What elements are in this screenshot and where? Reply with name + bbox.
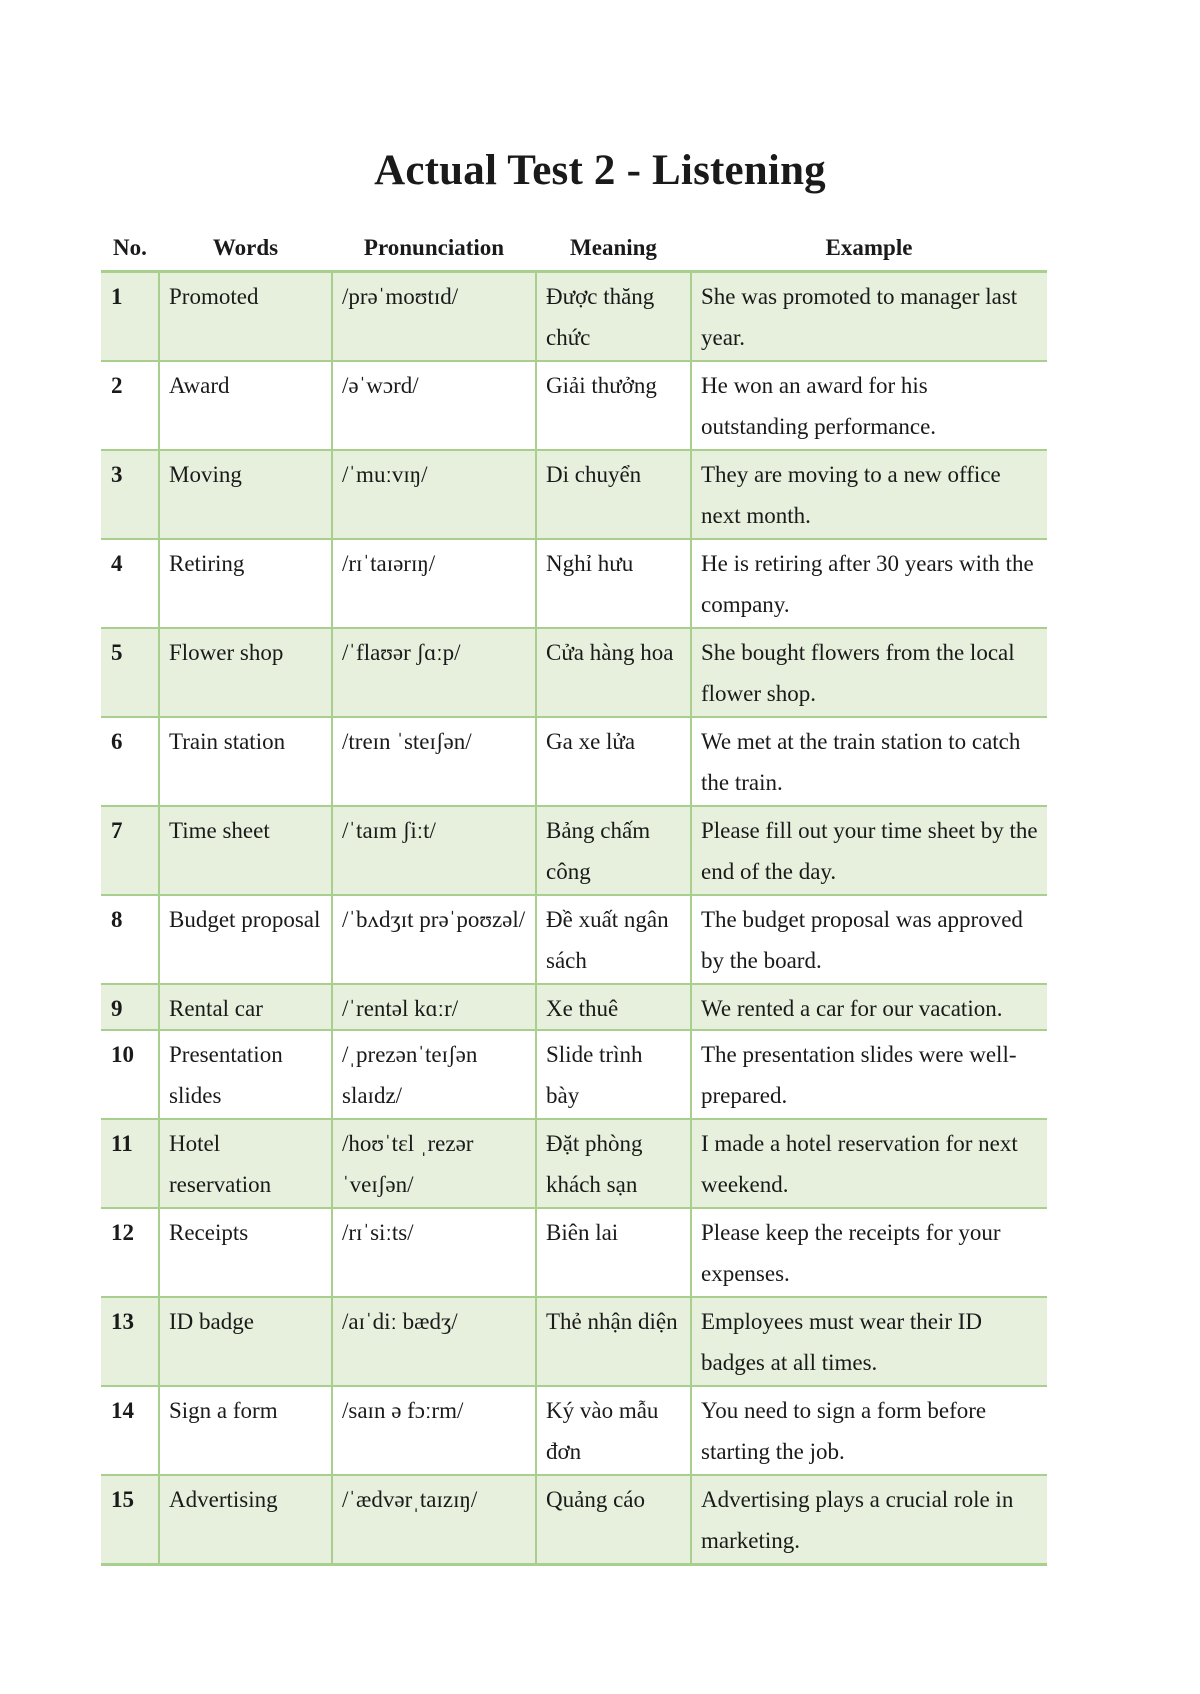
row-meaning: Thẻ nhận diện <box>536 1297 691 1386</box>
table-row <box>101 1386 1047 1475</box>
row-example: We met at the train station to catch the train. <box>691 717 1047 806</box>
row-example: He won an award for his outstanding performance. <box>691 361 1047 450</box>
header-pronunciation: Pronunciation <box>332 226 536 272</box>
row-pronunciation: /ˈbʌdʒɪt prəˈpoʊzəl/ <box>332 895 536 984</box>
row-example: Please fill out your time sheet by the end of the day. <box>691 806 1047 895</box>
row-pronunciation: /rɪˈtaɪərɪŋ/ <box>332 539 536 628</box>
row-number: 11 <box>101 1119 159 1208</box>
row-word: Moving <box>159 450 332 539</box>
row-example: She bought flowers from the local flower shop. <box>691 628 1047 717</box>
table-row <box>101 895 1047 984</box>
row-example: You need to sign a form before starting the job. <box>691 1386 1047 1475</box>
row-meaning: Quảng cáo <box>536 1475 691 1565</box>
row-pronunciation: /əˈwɔrd/ <box>332 361 536 450</box>
row-word: Retiring <box>159 539 332 628</box>
row-word: Rental car <box>159 984 332 1030</box>
table-row <box>101 984 1047 1030</box>
table-row <box>101 628 1047 717</box>
row-meaning: Đặt phòng khách sạn <box>536 1119 691 1208</box>
row-number: 8 <box>101 895 159 984</box>
row-pronunciation: /treɪn ˈsteɪʃən/ <box>332 717 536 806</box>
row-example: We rented a car for our vacation. <box>691 984 1047 1030</box>
table-row <box>101 806 1047 895</box>
row-meaning: Biên lai <box>536 1208 691 1297</box>
row-word: ID badge <box>159 1297 332 1386</box>
header-example: Example <box>691 226 1047 272</box>
vocabulary-table <box>101 226 1047 1566</box>
row-meaning: Nghỉ hưu <box>536 539 691 628</box>
row-pronunciation: /saɪn ə fɔːrm/ <box>332 1386 536 1475</box>
row-pronunciation: /ˌprezənˈteɪʃən slaɪdz/ <box>332 1030 536 1119</box>
row-word: Presentation slides <box>159 1030 332 1119</box>
table-row <box>101 539 1047 628</box>
row-number: 7 <box>101 806 159 895</box>
row-pronunciation: /aɪˈdiː bædʒ/ <box>332 1297 536 1386</box>
row-word: Award <box>159 361 332 450</box>
row-example: Please keep the receipts for your expenses. <box>691 1208 1047 1297</box>
row-pronunciation: /ˈmuːvɪŋ/ <box>332 450 536 539</box>
table-row <box>101 361 1047 450</box>
table-row <box>101 1208 1047 1297</box>
row-example: Employees must wear their ID badges at all times. <box>691 1297 1047 1386</box>
row-example: He is retiring after 30 years with the company. <box>691 539 1047 628</box>
row-meaning: Cửa hàng hoa <box>536 628 691 717</box>
header-words: Words <box>159 226 332 272</box>
row-meaning: Bảng chấm công <box>536 806 691 895</box>
row-number: 3 <box>101 450 159 539</box>
table-header-row <box>101 226 1047 272</box>
row-example: Advertising plays a crucial role in marketing. <box>691 1475 1047 1565</box>
row-example: The presentation slides were well-prepared. <box>691 1030 1047 1119</box>
row-pronunciation: /ˈædvərˌtaɪzɪŋ/ <box>332 1475 536 1565</box>
table-row <box>101 450 1047 539</box>
row-word: Budget proposal <box>159 895 332 984</box>
table-row <box>101 272 1047 362</box>
row-number: 1 <box>101 272 159 362</box>
row-number: 2 <box>101 361 159 450</box>
table-row <box>101 1297 1047 1386</box>
header-meaning: Meaning <box>536 226 691 272</box>
table-row <box>101 1119 1047 1208</box>
row-meaning: Ga xe lửa <box>536 717 691 806</box>
row-example: I made a hotel reservation for next weekend. <box>691 1119 1047 1208</box>
row-pronunciation: /hoʊˈtɛl ˌrezərˈveɪʃən/ <box>332 1119 536 1208</box>
row-number: 5 <box>101 628 159 717</box>
row-pronunciation: /ˈflaʊər ʃɑːp/ <box>332 628 536 717</box>
page-title: Actual Test 2 - Listening <box>374 147 826 194</box>
row-number: 6 <box>101 717 159 806</box>
row-word: Train station <box>159 717 332 806</box>
row-word: Flower shop <box>159 628 332 717</box>
row-example: The budget proposal was approved by the board. <box>691 895 1047 984</box>
row-pronunciation: /ˈtaɪm ʃiːt/ <box>332 806 536 895</box>
row-meaning: Di chuyển <box>536 450 691 539</box>
row-meaning: Xe thuê <box>536 984 691 1030</box>
header-no: No. <box>101 226 159 272</box>
row-number: 9 <box>101 984 159 1030</box>
row-number: 15 <box>101 1475 159 1565</box>
row-word: Advertising <box>159 1475 332 1565</box>
row-number: 12 <box>101 1208 159 1297</box>
row-word: Receipts <box>159 1208 332 1297</box>
row-word: Hotel reservation <box>159 1119 332 1208</box>
row-example: They are moving to a new office next month. <box>691 450 1047 539</box>
row-example: She was promoted to manager last year. <box>691 272 1047 362</box>
table-row <box>101 717 1047 806</box>
row-word: Time sheet <box>159 806 332 895</box>
row-meaning: Slide trình bày <box>536 1030 691 1119</box>
row-number: 10 <box>101 1030 159 1119</box>
row-word: Sign a form <box>159 1386 332 1475</box>
row-meaning: Đề xuất ngân sách <box>536 895 691 984</box>
table-row <box>101 1030 1047 1119</box>
row-meaning: Ký vào mẫu đơn <box>536 1386 691 1475</box>
row-word: Promoted <box>159 272 332 362</box>
row-pronunciation: /prəˈmoʊtɪd/ <box>332 272 536 362</box>
row-meaning: Giải thưởng <box>536 361 691 450</box>
row-pronunciation: /rɪˈsiːts/ <box>332 1208 536 1297</box>
row-number: 4 <box>101 539 159 628</box>
row-meaning: Được thăng chức <box>536 272 691 362</box>
table-row <box>101 1475 1047 1565</box>
row-pronunciation: /ˈrentəl kɑːr/ <box>332 984 536 1030</box>
row-number: 14 <box>101 1386 159 1475</box>
row-number: 13 <box>101 1297 159 1386</box>
